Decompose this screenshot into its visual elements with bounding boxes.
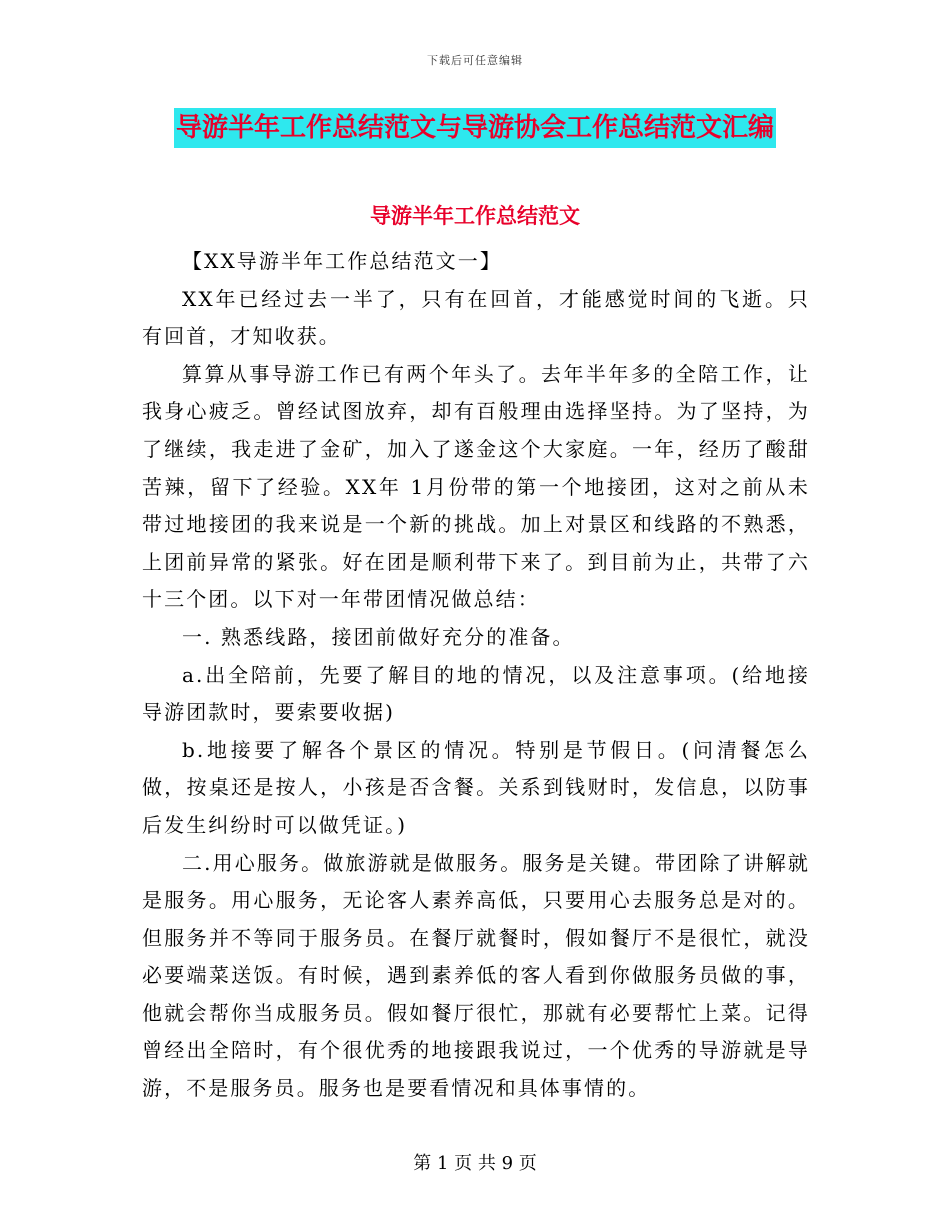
section-subtitle: 导游半年工作总结范文 [370,203,580,228]
page-header-note: 下载后可任意编辑 [427,54,523,67]
paragraph-item: 一. 熟悉线路，接团前做好充分的准备。 [182,624,575,649]
page-footer: 第 1 页 共 9 页 [413,1153,537,1174]
paragraph: 算算从事导游工作已有两个年头了。去年半年多的全陪工作，让我身心疲乏。曾经试图放弃，却有百般理由选择坚持。为了坚持，为了继续，我走进了金矿，加入了遂金这个大家庭。一年，经历了酸甜苦辣，留下了经验。XX年 1月份带的第一个地接团，这对之前从未带过地接团的我来说是一个新的挑战。加上对景区和线路的不熟悉，上团前异常的紧张。好在团是顺利带下来了。到目前为止，共带了六十三个团。以下对一年带团情况做总结： [142,361,810,612]
main-title-container [0,108,950,148]
paragraph-item: 二.用心服务。做旅游就是做服务。服务是关键。带团除了讲解就是服务。用心服务，无论客人素养高低，只要用心去服务总是对的。但服务并不等同于服务员。在餐厅就餐时，假如餐厅不是很忙，就没必要端菜送饭。有时候，遇到素养低的客人看到你做服务员做的事，他就会帮你当成服务员。假如餐厅很忙，那就有必要帮忙上菜。记得曾经出全陪时，有个很优秀的地接跟我说过，一个优秀的导游就是导游，不是服务员。服务也是要看情况和具体事情的。 [142,850,810,1101]
paragraph-heading: 【XX导游半年工作总结范文一】 [182,249,502,273]
document-body [142,243,810,1108]
paragraph-item: a.出全陪前，先要了解目的地的情况，以及注意事项。(给地接导游团款时，要索要收据) [142,662,810,725]
document-title: 导游半年工作总结范文与导游协会工作总结范文汇编 [174,108,776,148]
paragraph: XX年已经过去一半了，只有在回首，才能感觉时间的飞逝。只有回首，才知收获。 [142,286,810,349]
paragraph-item: b.地接要了解各个景区的情况。特别是节假日。(问清餐怎么做，按桌还是按人，小孩是否含餐。关系到钱财时，发信息，以防事后发生纠纷时可以做凭证。) [142,737,810,837]
